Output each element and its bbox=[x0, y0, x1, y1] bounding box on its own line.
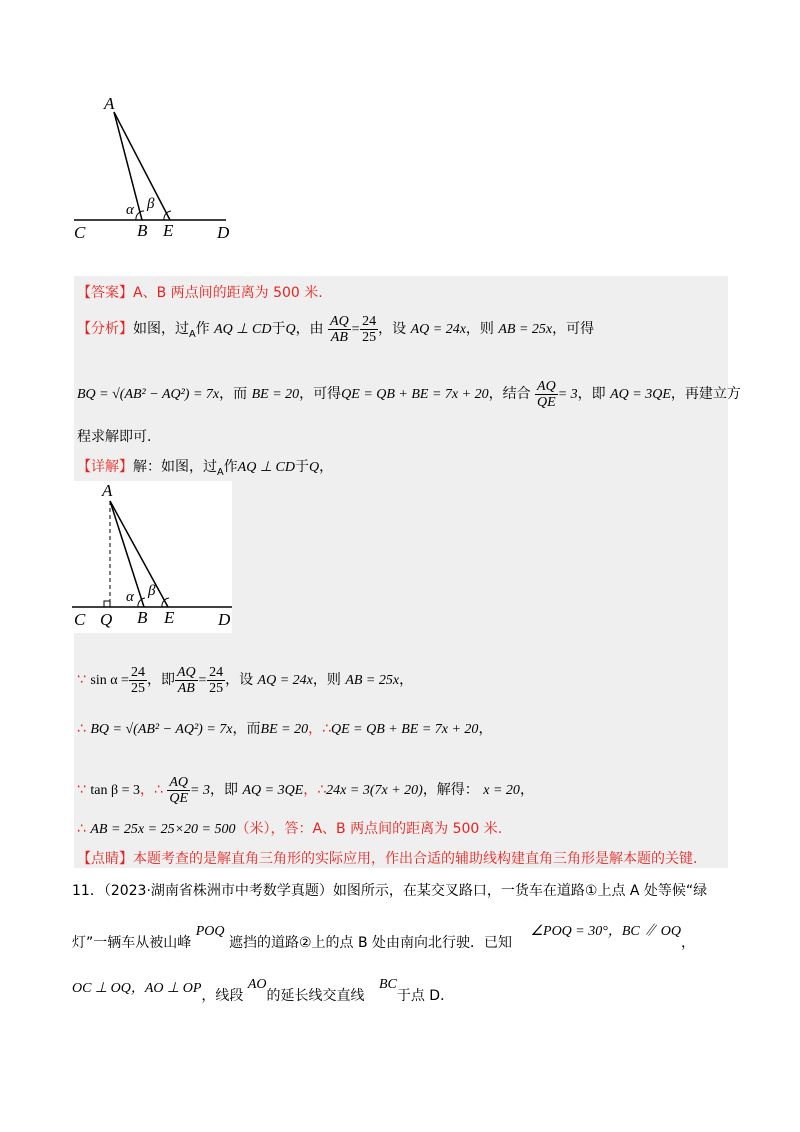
detail-fraction bbox=[167, 775, 190, 806]
analysis-text: 程求解即可. bbox=[77, 429, 152, 445]
question-11-text: 于点 D． bbox=[396, 988, 455, 1004]
detail-math: AQ = 3QE bbox=[242, 783, 304, 798]
frac-den: QE bbox=[169, 790, 189, 806]
frac-den: 25 bbox=[130, 680, 145, 696]
detail-math: QE = QB + BE = 7x + 20 bbox=[331, 722, 479, 737]
analysis-tag: 【分析】 bbox=[77, 321, 133, 337]
frac-num: AQ bbox=[330, 313, 349, 329]
analysis-fraction bbox=[328, 314, 351, 345]
detail-text: ， bbox=[399, 672, 414, 688]
question-11-text: 11．（2023·湖南省株洲市中考数学真题）如图所示，在某交叉路口，一货车在道路①上点 A 处等候“绿 bbox=[72, 883, 708, 899]
detail-math: AB = 25x bbox=[345, 673, 400, 688]
detail-text: ， bbox=[478, 721, 493, 737]
fig2-label-Q: Q bbox=[100, 610, 113, 629]
analysis-text: ，则 bbox=[465, 321, 494, 337]
detail-step-1 bbox=[77, 660, 413, 701]
detail-math: AB = 25x = 25×20 = 500 bbox=[90, 822, 236, 837]
question-11-math: POQ bbox=[195, 924, 225, 939]
figure-1-drawing bbox=[60, 90, 240, 250]
analysis-text: ，再建立方 bbox=[670, 386, 741, 402]
fig2-label-B: B bbox=[137, 608, 148, 627]
question-11-text: ， bbox=[680, 935, 695, 951]
answer-line bbox=[77, 282, 323, 302]
frac-num: 24 bbox=[130, 664, 145, 680]
fig2-label-beta: β bbox=[148, 583, 156, 599]
analysis-text: ，可得 bbox=[299, 386, 342, 402]
detail-text: 解：如图，过 bbox=[133, 459, 217, 475]
detail-math: 24x = 3(7x + 20) bbox=[326, 783, 423, 798]
detail-text: ，∴ bbox=[303, 782, 327, 798]
analysis-math: AQ = 3QE bbox=[610, 387, 671, 402]
detail-text: ，而 bbox=[232, 721, 261, 737]
detail-text: ，解得： bbox=[422, 782, 479, 798]
analysis-text: ，而 bbox=[219, 386, 248, 402]
comment-line bbox=[77, 848, 697, 868]
detail-math: = bbox=[197, 673, 208, 688]
analysis-math: AB = 25x bbox=[498, 322, 553, 337]
analysis-text: 于 bbox=[271, 321, 286, 337]
detail-math: tan β = 3 bbox=[90, 783, 140, 798]
therefore-symbol: ∴ bbox=[77, 721, 86, 737]
analysis-math: = bbox=[350, 322, 361, 337]
detail-text: ，设 bbox=[225, 672, 254, 688]
comment-tag: 【点睛】 bbox=[77, 851, 133, 867]
analysis-line-3 bbox=[77, 426, 151, 446]
frac-den: AB bbox=[330, 329, 348, 345]
fig1-label-E: E bbox=[163, 221, 174, 240]
fig2-label-alpha: α bbox=[126, 589, 134, 605]
analysis-fraction bbox=[360, 314, 378, 345]
analysis-text: ，设 bbox=[378, 321, 407, 337]
fig1-label-B: B bbox=[137, 221, 148, 240]
detail-tag: 【详解】 bbox=[77, 459, 133, 475]
figure-2-drawing bbox=[72, 481, 232, 633]
detail-fraction bbox=[175, 665, 198, 696]
detail-step-4 bbox=[77, 818, 502, 838]
question-11-line-3 bbox=[72, 977, 455, 1005]
detail-text: ， bbox=[319, 459, 334, 475]
detail-step-2 bbox=[77, 718, 492, 738]
comment-text: 本题考查的是解直角三角形的实际应用，作出合适的辅助线构建直角三角形是解本题的关键. bbox=[133, 851, 698, 867]
analysis-text: 如图，过 bbox=[133, 321, 189, 337]
question-11-text: 遮挡的道路②上的点 B 处由南向北行驶．已知 bbox=[228, 935, 513, 951]
detail-text: 作 bbox=[223, 459, 238, 475]
question-11-line-1 bbox=[72, 880, 707, 900]
detail-math: AQ = 24x bbox=[257, 673, 313, 688]
frac-den: 25 bbox=[209, 680, 224, 696]
analysis-text: ，结合 bbox=[488, 386, 531, 402]
analysis-math: Q bbox=[285, 322, 296, 337]
detail-math: x = 20 bbox=[483, 783, 520, 798]
detail-fraction bbox=[207, 665, 225, 696]
analysis-line-2 bbox=[77, 374, 741, 415]
analysis-text: 作 bbox=[195, 321, 210, 337]
question-11-math: BC bbox=[378, 977, 397, 992]
detail-fraction bbox=[129, 665, 147, 696]
fig2-label-A: A bbox=[102, 481, 113, 500]
analysis-line-1 bbox=[77, 309, 594, 355]
fig1-label-D: D bbox=[217, 223, 230, 242]
because-symbol: ∵ bbox=[77, 672, 86, 688]
detail-text: ，即 bbox=[146, 672, 175, 688]
question-11-line-2 bbox=[72, 924, 695, 952]
frac-num: 24 bbox=[362, 313, 377, 329]
frac-den: QE bbox=[537, 394, 556, 410]
detail-text: ，∴ bbox=[140, 782, 163, 798]
fig1-label-alpha: α bbox=[126, 202, 134, 218]
fig1-label-C: C bbox=[74, 223, 86, 242]
figure-1 bbox=[60, 90, 240, 250]
analysis-text: ，即 bbox=[577, 386, 606, 402]
analysis-math: BE = 20 bbox=[251, 387, 300, 402]
analysis-fraction bbox=[535, 379, 558, 410]
frac-num: AQ bbox=[169, 774, 189, 790]
because-symbol: ∵ bbox=[77, 782, 86, 798]
detail-step-3 bbox=[77, 770, 534, 811]
figure-2 bbox=[72, 481, 232, 633]
therefore-symbol: ∴ bbox=[77, 821, 86, 837]
analysis-math: QE = QB + BE = 7x + 20 bbox=[341, 387, 489, 402]
detail-text: 于 bbox=[294, 459, 309, 475]
detail-point-a: A bbox=[217, 467, 224, 478]
analysis-math: = 3 bbox=[557, 387, 578, 402]
fig1-label-A: A bbox=[104, 94, 115, 113]
detail-math: sin α = bbox=[90, 673, 129, 688]
detail-text: ， bbox=[519, 782, 534, 798]
question-11-math: OC ⊥ OQ，AO ⊥ OP bbox=[72, 981, 202, 996]
question-11-text: 的延长线交直线 bbox=[266, 988, 365, 1004]
detail-text: ，则 bbox=[312, 672, 341, 688]
analysis-math: AQ ⊥ CD bbox=[214, 322, 272, 337]
detail-math: Q bbox=[308, 460, 320, 475]
fig2-label-C: C bbox=[74, 610, 86, 629]
detail-math: = 3 bbox=[190, 783, 210, 798]
frac-num: 24 bbox=[209, 664, 224, 680]
question-11-text: 灯”一辆车从被山峰 bbox=[72, 935, 192, 951]
analysis-math: AQ = 24x bbox=[410, 322, 466, 337]
detail-conclusion: （米），答：A、B 两点间的距离为 500 米. bbox=[235, 821, 503, 837]
detail-math: AQ ⊥ CD bbox=[237, 460, 295, 475]
detail-line-1 bbox=[77, 456, 333, 478]
fig2-label-E: E bbox=[164, 608, 175, 627]
question-11-text: ，线段 bbox=[201, 988, 244, 1004]
analysis-text: ，由 bbox=[295, 321, 324, 337]
answer-text: A、B 两点间的距离为 500 米. bbox=[133, 285, 323, 301]
frac-num: AQ bbox=[176, 664, 196, 680]
frac-den: AB bbox=[177, 680, 195, 696]
detail-text: ，即 bbox=[210, 782, 238, 798]
analysis-point-a: A bbox=[189, 329, 196, 340]
detail-math: BE = 20 bbox=[260, 722, 309, 737]
analysis-text: ，可得 bbox=[552, 321, 595, 337]
fig2-label-D: D bbox=[218, 610, 231, 629]
detail-text: ，∴ bbox=[308, 721, 331, 737]
frac-den: 25 bbox=[362, 329, 377, 345]
detail-math: BQ = √(AB² − AQ²) = 7x bbox=[90, 722, 233, 737]
answer-tag: 【答案】 bbox=[77, 285, 133, 301]
question-11-math: ∠POQ = 30°，BC ∥ OQ bbox=[530, 924, 681, 939]
analysis-math: BQ = √(AB² − AQ²) = 7x bbox=[77, 387, 220, 402]
frac-num: AQ bbox=[537, 378, 556, 394]
question-11-math: AO bbox=[247, 977, 267, 992]
fig1-label-beta: β bbox=[147, 196, 155, 212]
